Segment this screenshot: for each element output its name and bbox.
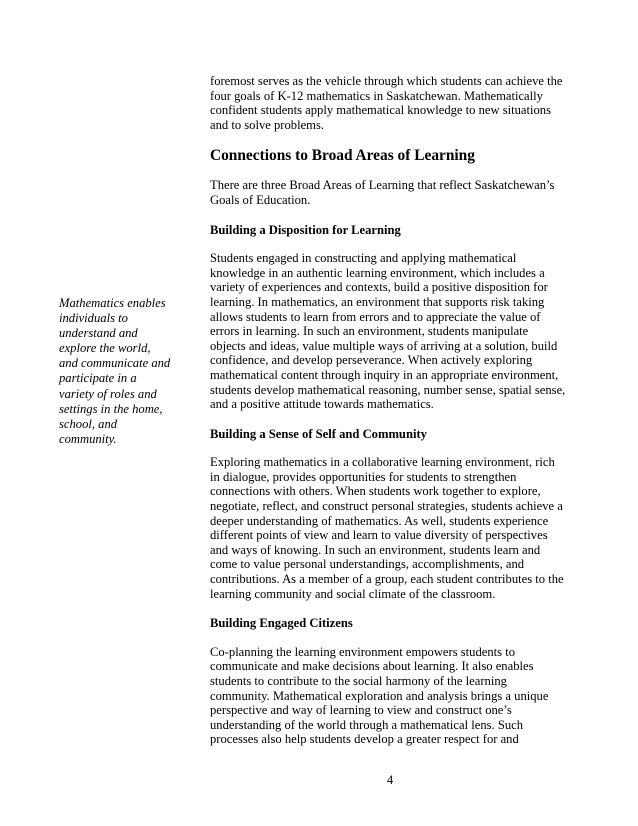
section-heading: Connections to Broad Areas of Learning (210, 147, 475, 165)
section-intro-paragraph: There are three Broad Areas of Learning that reflect Saskatchewan’s Goals of Education. (210, 178, 555, 207)
main-column (210, 74, 566, 762)
paragraph-self-community: Exploring mathematics in a collaborative learning environment, rich in dialogue, provides opportunities for students to strengthen connections with others. When students work together to explore, negotiate, reflect, and construct personal strategies, students achieve a deeper understanding of mathematics. As well, students experience different points of view and learn to value diversity of perspectives and ways of knowing. In such an environment, students learn and come to value personal understandings, accomplishments, and contributions. As a member of a group, each student contributes to the learning community and social climate of the classroom. (210, 455, 564, 601)
paragraph-disposition: Students engaged in constructing and applying mathematical knowledge in an authentic learning environment, which includes a variety of experiences and contexts, build a positive disposition for learning. In mathematics, an environment that supports risk taking allows students to learn from errors and to appreciate the value of errors in learning. In such an environment, students manipulate objects and ideas, value multiple ways of arriving at a solution, build confidence, and develop perseverance. When actively exploring mathematical content through inquiry in an appropriate environment, students develop mathematical reasoning, number sense, spatial sense, and a positive attitude towards mathematics. (210, 251, 566, 412)
page-number: 4 (386, 773, 394, 787)
subheading-disposition: Building a Disposition for Learning (210, 222, 401, 237)
subheading-self-community: Building a Sense of Self and Community (210, 426, 427, 441)
intro-continuation-paragraph: foremost serves as the vehicle through which students can achieve the four goals of K-12 mathematics in Saskatchewan. Mathematically confident students apply mathematical knowledge to new situations and to solve problems. (210, 74, 563, 132)
margin-quote: Mathematics enables individuals to understand and explore the world, and communicate and participate in a variety of roles and settings in the home, school, and community. (59, 296, 171, 446)
subheading-engaged-citizens: Building Engaged Citizens (210, 616, 353, 631)
paragraph-engaged-citizens: Co-planning the learning environment empowers students to communicate and make decisions about learning. It also enables students to contribute to the social harmony of the learning community. Mathematical exploration and analysis brings a unique perspective and way of learning to view and construct one’s understanding of the world through a mathematical lens. Such processes also help students develop a greater respect for and (210, 644, 549, 747)
